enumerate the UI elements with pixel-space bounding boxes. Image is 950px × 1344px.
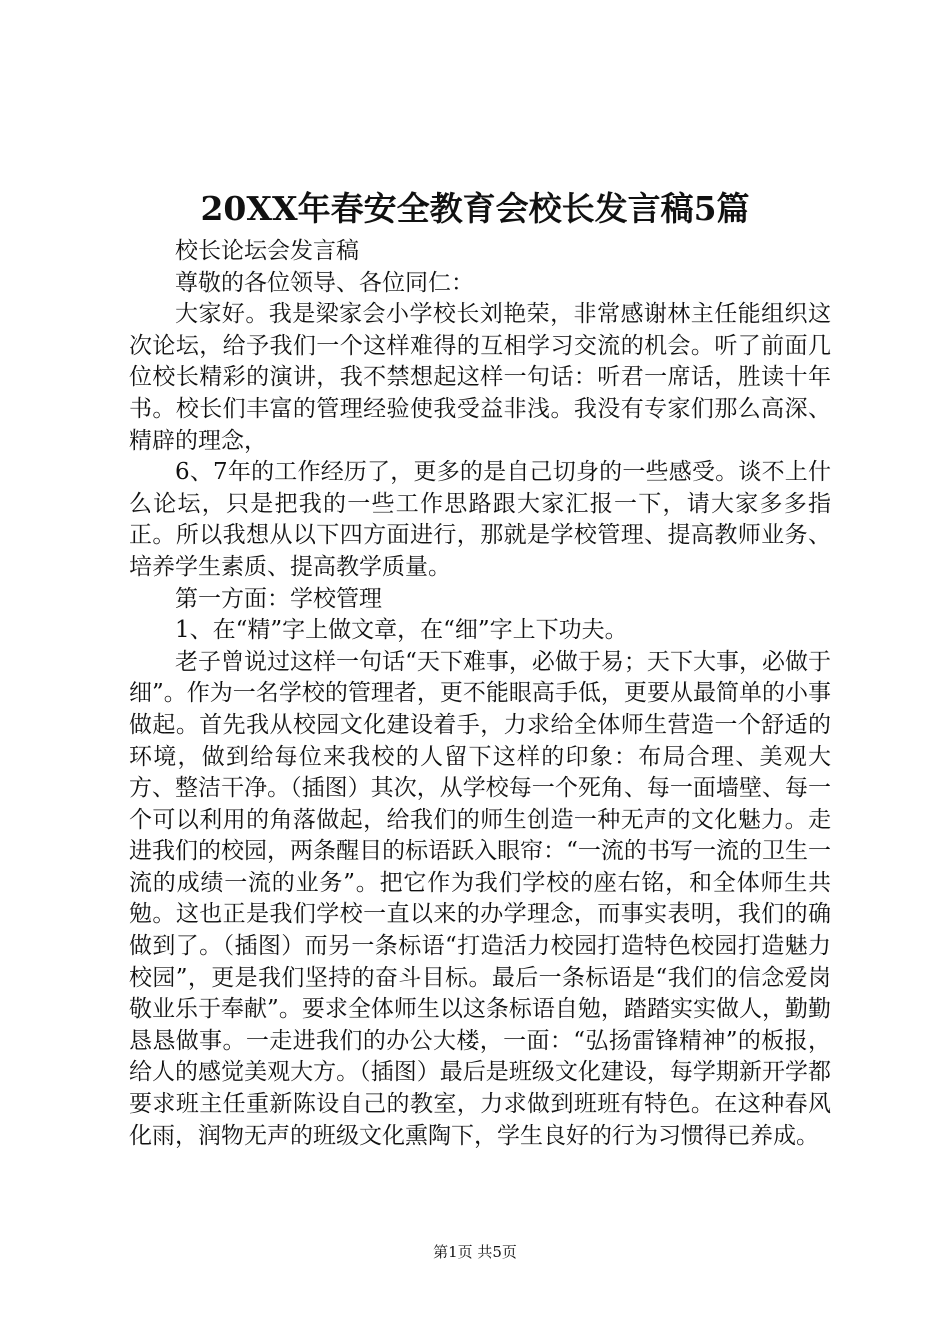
paragraph-subheading: 1、在“精”字上做文章，在“细”字上下功夫。 xyxy=(175,617,628,644)
document-body xyxy=(129,236,831,1152)
document-title: 20XX年春安全教育会校长发言稿5篇 xyxy=(200,189,750,228)
paragraph-salutation: 尊敬的各位领导、各位同仁： xyxy=(175,269,474,296)
page-number-footer: 第1页 共5页 xyxy=(433,1243,517,1261)
paragraph-speech-heading: 校长论坛会发言稿 xyxy=(175,238,359,264)
paragraph-campus-culture: 老子曾说过这样一句话“天下难事，必做于易；天下大事，必做于细”。作为一名学校的管理者，更不能眼高手低，更要从最简单的小事做起。首先我从校园文化建设着手，力求给全体师生营造一个舒适的环境，做到给每位来我校的人留下这样的印象：布局合理、美观大方、整洁干净。（插图）其次，从学校每一个死角、每一面墙壁、每一个可以利用的角落做起，给我们的师生创造一种无声的文化魅力。走进我们的校园，两条醒目的标语跃入眼帘：“一流的书写一流的卫生一流的成绩一流的业务”。把它作为我们学校的座右铭，和全体师生共勉。这也正是我们学校一直以来的办学理念，而事实表明，我们的确做到了。（插图）而另一条标语“打造活力校园打造特色校园打造魅力校园”，更是我们坚持的奋斗目标。最后一条标语是“我们的信念爱岗敬业乐于奉献”。要求全体师生以这条标语自勉，踏踏实实做人，勤勤恳恳做事。一走进我们的办公大楼，一面：“弘扬雷锋精神”的板报，给人的感觉美观大方。（插图）最后是班级文化建设，每学期新开学都要求班主任重新陈设自己的教室，力求做到班班有特色。在这种春风化雨，润物无声的班级文化熏陶下，学生良好的行为习惯得已养成。 xyxy=(129,648,831,1149)
paragraph-section-heading: 第一方面：学校管理 xyxy=(175,585,382,612)
paragraph-experience: 6、7年的工作经历了，更多的是自己切身的一些感受。谈不上什么论坛，只是把我的一些工作思路跟大家汇报一下，请大家多多指正。所以我想从以下四方面进行，那就是学校管理、提高教师业务、培养学生素质、提高教学质量。 xyxy=(129,459,831,580)
paragraph-introduction: 大家好。我是梁家会小学校长刘艳荣，非常感谢林主任能组织这次论坛，给予我们一个这样难得的互相学习交流的机会。听了前面几位校长精彩的演讲，我不禁想起这样一句话：听君一席话，胜读十年书。校长们丰富的管理经验使我受益非浅。我没有专家们那么高深、精辟的理念， xyxy=(129,301,831,454)
